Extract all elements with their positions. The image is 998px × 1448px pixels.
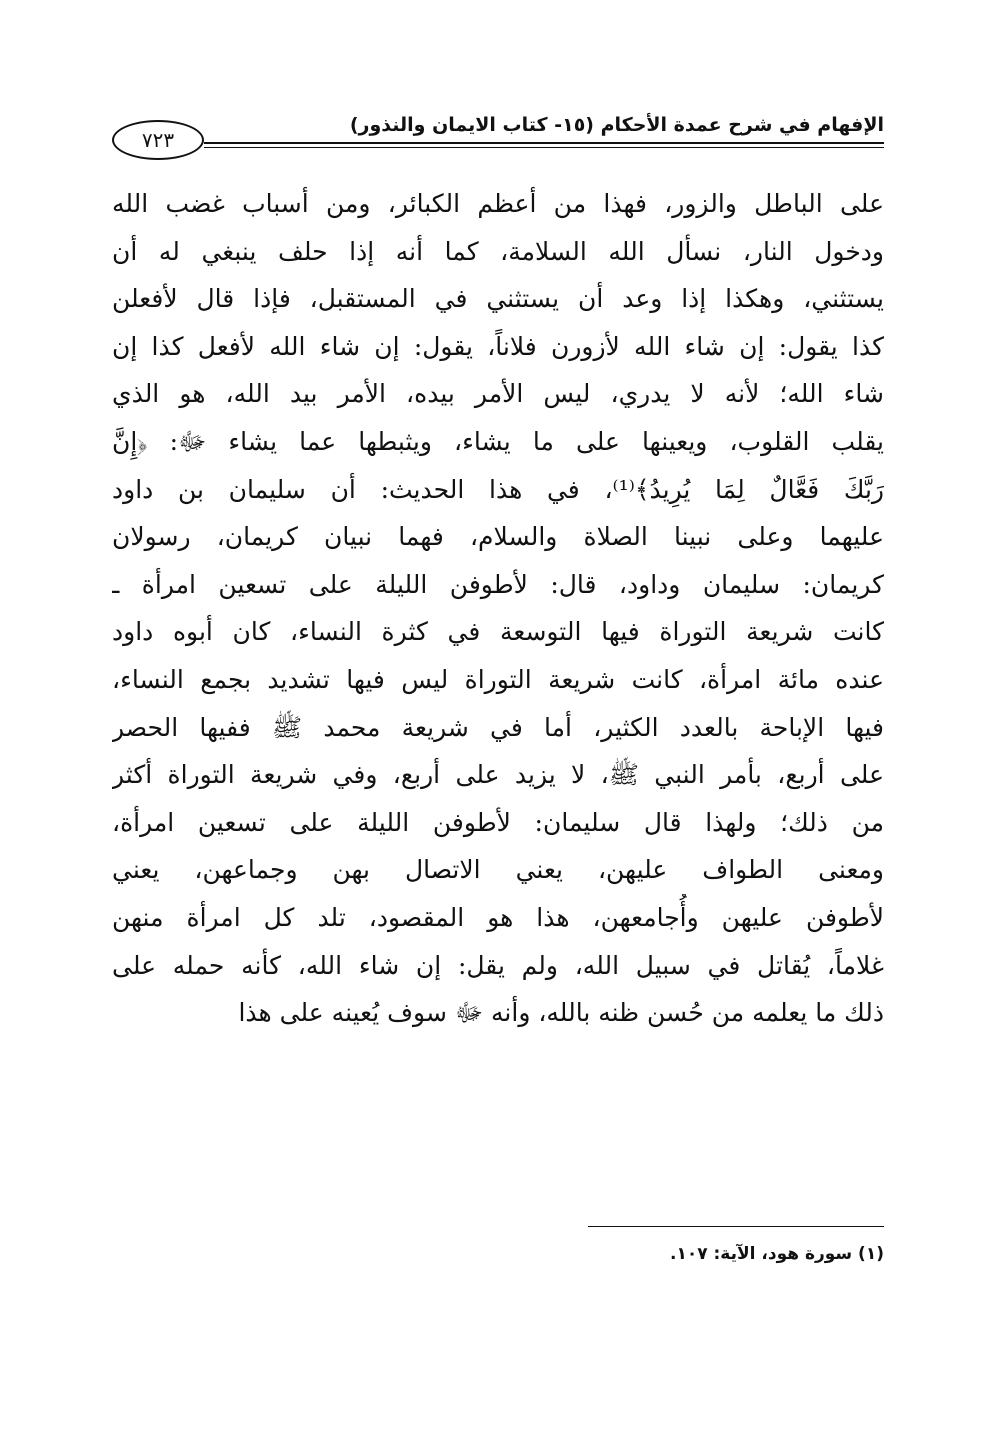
text-line: من ذلك؛ ولهذا قال سليمان: لأطوفن الليلة على تسعين امرأة،	[112, 807, 884, 837]
text-line: ذلك ما يعلمه من حُسن ظنه بالله، وأنه ﷻ سوف يُعينه على هذا	[238, 998, 884, 1028]
text-line: غلاماً، يُقاتل في سبيل الله، ولم يقل: إن شاء الله، كأنه حمله على	[112, 950, 884, 980]
running-header	[112, 112, 884, 162]
text-line: شاء الله؛ لأنه لا يدري، ليس الأمر بيده، الأمر بيد الله، هو الذي	[112, 379, 884, 409]
footnote: (١) سورة هود، الآية: ١٠٧.	[669, 1244, 884, 1264]
page-number-badge	[112, 120, 204, 160]
text-line: فيها الإباحة بالعدد الكثير، أما في شريعة محمد ﷺ ففيها الحصر	[112, 712, 884, 742]
text-line: كانت شريعة التوراة فيها التوسعة في كثرة النساء، كان أبوه داود	[112, 617, 884, 647]
footnote-separator	[588, 1226, 884, 1227]
text-line: لأطوفن عليهن وأُجامعهن، هذا هو المقصود، تلد كل امرأة منهن	[112, 902, 884, 932]
text-line: كريمان: سليمان وداود، قال: لأطوفن الليلة على تسعين امرأة ـ	[112, 569, 884, 599]
header-rule-thin	[204, 147, 884, 148]
page-number: ٧٢٣	[141, 128, 175, 152]
header-title: الإفهام في شرح عمدة الأحكام (١٥- كتاب الايمان والنذور)	[349, 114, 884, 136]
text-line: يقلب القلوب، ويعينها على ما يشاء، ويثبطها عما يشاء ﷻ: ﴿إِنَّ	[112, 426, 884, 456]
body-text	[112, 180, 884, 1037]
header-rule-thick	[204, 142, 884, 144]
text-line: عليهما وعلى نبينا الصلاة والسلام، فهما نبيان كريمان، رسولان	[112, 522, 884, 552]
text-line: ودخول النار، نسأل الله السلامة، كما أنه إذا حلف ينبغي له أن	[112, 236, 884, 266]
text-line: ومعنى الطواف عليهن، يعني الاتصال بهن وجماعهن، يعني	[112, 855, 884, 885]
text-line: كذا يقول: إن شاء الله لأزورن فلاناً، يقول: إن شاء الله لأفعل كذا إن	[112, 331, 884, 361]
text-line: عنده مائة امرأة، كانت شريعة التوراة ليس فيها تشديد بجمع النساء،	[112, 664, 884, 694]
text-line: على أربع، بأمر النبي ﷺ، لا يزيد على أربع، وفي شريعة التوراة أكثر	[112, 760, 884, 790]
text-line: على الباطل والزور، فهذا من أعظم الكبائر، ومن أسباب غضب الله	[112, 189, 884, 218]
text-line: يستثني، وهكذا إذا وعد أن يستثني في المستقبل، فإذا قال لأفعلن	[112, 284, 884, 314]
text-line: رَبَّكَ فَعَّالٌ لِمَا يُرِيدُ﴾⁽¹⁾، في هذا الحديث: أن سليمان بن داود	[112, 474, 884, 504]
